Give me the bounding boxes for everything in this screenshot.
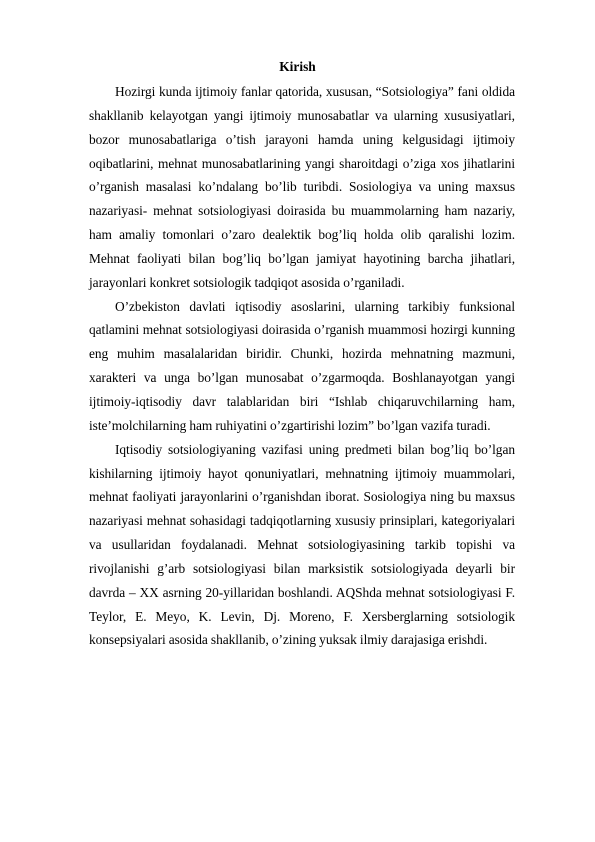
document-body — [89, 80, 515, 652]
page-title: Kirish — [279, 59, 316, 74]
paragraph-1: Hozirgi kunda ijtimoiy fanlar qatorida, xususan, “Sotsiologiya” fani oldida shakllanib kelayotgan yangi ijtimoiy munosabatlar va ularning xususiyatlari, bozor munosabatlariga o’tish jarayoni hamda uning kelgusidagi ijtimoiy oqibatlarini, mehnat munosabatlarining yangi sharoitdagi o’ziga xos jihatlarini o’rganish masalasi ko’ndalang bo’lib turibdi. Sosiologiya va uning maxsus nazariyasi- mehnat sotsiologiyasi doirasida bu muammolarning ham nazariy, ham amaliy tomonlari o’zaro dealektik bog’liq holda olib qaralishi lozim. Mehnat faoliyati bilan bog’liq bo’lgan jamiyat hayotining barcha jihatlari, jarayonlari konkret sotsiologik tadqiqot asosida o’rganiladi. — [89, 84, 515, 290]
paragraph-2: O’zbekiston davlati iqtisodiy asoslarini, ularning tarkibiy funksional qatlamini mehnat sotsiologiyasi doirasida o’rganish muammosi hozirgi kunning eng muhim masalalaridan biridir. Chunki, hozirda mehnatning mazmuni, xarakteri va unga bo’lgan munosabat o’zgarmoqda. Boshlanayotgan yangi ijtimoiy-iqtisodiy davr talablaridan biri “Ishlab chiqaruvchilarning ham, iste’molchilarning ham ruhiyatini o’zgartirishi lozim” bo’lgan vazifa turadi. — [89, 298, 515, 433]
paragraph-3: Iqtisodiy sotsiologiyaning vazifasi uning predmeti bilan bog’liq bo’lgan kishilarning ijtimoiy hayot qonuniyatlari, mehnatning ijtimoiy muammolari, mehnat faoliyati jarayonlarini o’rganishdan iborat. Sosiologiya ning bu maxsus nazariyasi mehnat sohasidagi tadqiqotlarning xususiy prinsiplari, kategoriyalari va usullaridan foydalanadi. Mehnat sotsiologiyasining tarkib topishi va rivojlanishi g’arb sotsiologiyasi bilan marksistik sotsiologiyada deyarli bir davrda – XX asrning 20-yillaridan boshlandi. AQShda mehnat sotsiologiyasi F. Teylor, E. Meyo, K. Levin, Dj. Moreno, F. Xersberglarning sotsiologik konsepsiyalari asosida shakllanib, o’zining yuksak ilmiy darajasiga erishdi. — [89, 441, 515, 648]
